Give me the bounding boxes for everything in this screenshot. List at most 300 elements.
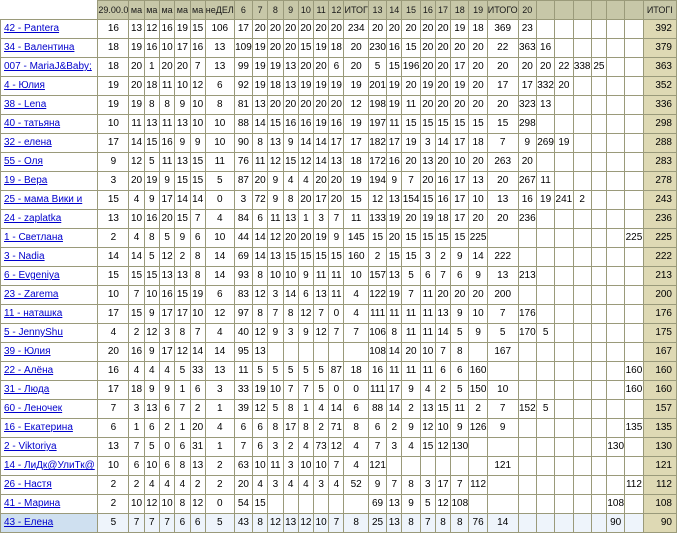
cell[interactable]: 7 <box>190 210 205 229</box>
cell[interactable]: 1 <box>205 438 234 457</box>
cell[interactable]: 3 <box>159 324 174 343</box>
table-row[interactable] <box>1 153 677 172</box>
cell[interactable]: 12 <box>268 153 283 172</box>
cell[interactable]: 16 <box>368 362 386 381</box>
cell[interactable] <box>518 229 536 248</box>
cell[interactable]: 17 <box>451 172 469 191</box>
cell[interactable]: 63 <box>234 457 252 476</box>
cell[interactable]: 15 <box>98 267 129 286</box>
cell[interactable]: 2 <box>129 476 144 495</box>
cell[interactable]: 5 <box>487 324 518 343</box>
cell[interactable]: 13 <box>536 96 554 115</box>
cell[interactable] <box>625 438 643 457</box>
cell[interactable]: 6 <box>98 419 129 438</box>
cell[interactable]: 3 <box>205 381 234 400</box>
cell[interactable]: 19 <box>329 77 344 96</box>
cell[interactable]: 84 <box>234 210 252 229</box>
cell[interactable]: 198 <box>368 96 386 115</box>
row-grand-total[interactable]: 167 <box>643 343 676 362</box>
cell[interactable]: 241 <box>555 191 573 210</box>
cell[interactable]: 133 <box>368 210 386 229</box>
cell[interactable]: 112 <box>469 476 487 495</box>
table-row[interactable] <box>1 324 677 343</box>
cell[interactable]: 5 <box>98 514 129 533</box>
cell[interactable]: 6 <box>205 77 234 96</box>
cell[interactable] <box>536 381 554 400</box>
table-row[interactable] <box>1 514 677 533</box>
cell[interactable]: 20 <box>159 210 174 229</box>
cell[interactable]: 11 <box>314 267 329 286</box>
cell[interactable] <box>625 210 643 229</box>
cell[interactable]: 6 <box>205 286 234 305</box>
cell[interactable]: 6 <box>190 514 205 533</box>
cell[interactable]: 11 <box>420 286 435 305</box>
cell[interactable]: 20 <box>298 96 313 115</box>
cell[interactable]: 4 <box>205 419 234 438</box>
cell[interactable] <box>536 495 554 514</box>
cell[interactable]: 3 <box>234 191 252 210</box>
column-header-c8[interactable]: 7 <box>253 1 268 20</box>
cell[interactable]: 10 <box>298 457 313 476</box>
cell[interactable] <box>591 324 606 343</box>
cell[interactable]: 2 <box>435 381 450 400</box>
cell[interactable] <box>607 134 625 153</box>
cell[interactable]: 16 <box>159 134 174 153</box>
cell[interactable]: 4 <box>344 286 368 305</box>
cell[interactable]: 14 <box>190 343 205 362</box>
cell[interactable]: 1 <box>298 210 313 229</box>
table-row[interactable] <box>1 343 677 362</box>
cell[interactable]: 19 <box>344 77 368 96</box>
cell[interactable] <box>573 172 591 191</box>
cell[interactable]: 8 <box>387 324 402 343</box>
cell[interactable]: 15 <box>283 153 298 172</box>
cell[interactable]: 15 <box>329 248 344 267</box>
row-grand-total[interactable]: 392 <box>643 20 676 39</box>
cell[interactable]: 369 <box>487 20 518 39</box>
cell[interactable]: 7 <box>487 305 518 324</box>
cell[interactable]: 9 <box>402 419 420 438</box>
cell[interactable] <box>314 343 329 362</box>
cell[interactable]: 15 <box>420 191 435 210</box>
cell[interactable]: 7 <box>234 438 252 457</box>
cell[interactable]: 11 <box>420 324 435 343</box>
cell[interactable]: 5 <box>159 229 174 248</box>
cell[interactable] <box>625 115 643 134</box>
cell[interactable]: 92 <box>234 77 252 96</box>
cell[interactable] <box>573 115 591 134</box>
table-row[interactable] <box>1 438 677 457</box>
cell[interactable] <box>607 248 625 267</box>
cell[interactable]: 14 <box>329 400 344 419</box>
cell[interactable] <box>625 286 643 305</box>
cell[interactable]: 81 <box>234 96 252 115</box>
cell[interactable]: 20 <box>435 77 450 96</box>
cell[interactable]: 363 <box>518 39 536 58</box>
cell[interactable]: 5 <box>298 362 313 381</box>
cell[interactable] <box>536 115 554 134</box>
cell[interactable]: 3 <box>283 457 298 476</box>
cell[interactable] <box>573 343 591 362</box>
cell[interactable]: 8 <box>268 419 283 438</box>
cell[interactable] <box>591 96 606 115</box>
cell[interactable]: 108 <box>368 343 386 362</box>
cell[interactable] <box>573 134 591 153</box>
table-row[interactable] <box>1 96 677 115</box>
row-label-link[interactable]: 41 - Марина <box>1 495 98 514</box>
cell[interactable]: 13 <box>175 267 190 286</box>
cell[interactable]: 90 <box>607 514 625 533</box>
cell[interactable]: 10 <box>190 96 205 115</box>
cell[interactable]: 9 <box>298 324 313 343</box>
cell[interactable] <box>487 362 518 381</box>
cell[interactable]: 7 <box>368 438 386 457</box>
cell[interactable]: 122 <box>368 286 386 305</box>
cell[interactable] <box>536 248 554 267</box>
cell[interactable]: 10 <box>205 229 234 248</box>
cell[interactable]: 9 <box>402 495 420 514</box>
cell[interactable]: 13 <box>387 514 402 533</box>
cell[interactable]: 17 <box>283 419 298 438</box>
cell[interactable]: 11 <box>159 77 174 96</box>
row-label-link[interactable]: 39 - Юлия <box>1 343 98 362</box>
cell[interactable] <box>625 39 643 58</box>
cell[interactable]: 15 <box>469 115 487 134</box>
cell[interactable]: 20 <box>402 153 420 172</box>
cell[interactable]: 20 <box>387 20 402 39</box>
table-row[interactable] <box>1 381 677 400</box>
cell[interactable]: 8 <box>451 514 469 533</box>
cell[interactable]: 10 <box>268 267 283 286</box>
cell[interactable]: 8 <box>144 229 159 248</box>
cell[interactable] <box>487 438 518 457</box>
cell[interactable] <box>573 438 591 457</box>
cell[interactable] <box>518 438 536 457</box>
cell[interactable]: 14 <box>387 343 402 362</box>
cell[interactable]: 7 <box>314 305 329 324</box>
cell[interactable]: 10 <box>469 305 487 324</box>
cell[interactable]: 11 <box>159 115 174 134</box>
row-label-link[interactable]: 16 - Екатерина <box>1 419 98 438</box>
cell[interactable] <box>607 286 625 305</box>
cell[interactable]: 7 <box>329 210 344 229</box>
table-row[interactable] <box>1 134 677 153</box>
cell[interactable]: 4 <box>402 438 420 457</box>
cell[interactable] <box>607 229 625 248</box>
cell[interactable]: 10 <box>268 381 283 400</box>
cell[interactable]: 15 <box>175 172 190 191</box>
cell[interactable] <box>555 343 573 362</box>
cell[interactable] <box>591 400 606 419</box>
cell[interactable]: 20 <box>518 58 536 77</box>
cell[interactable]: 17 <box>487 77 518 96</box>
cell[interactable]: 19 <box>144 172 159 191</box>
cell[interactable]: 19 <box>253 381 268 400</box>
cell[interactable]: 25 <box>368 514 386 533</box>
cell[interactable]: 10 <box>435 419 450 438</box>
column-header-c12[interactable]: 11 <box>314 1 329 20</box>
cell[interactable]: 10 <box>469 191 487 210</box>
cell[interactable] <box>536 153 554 172</box>
cell[interactable]: 9 <box>144 343 159 362</box>
cell[interactable]: 76 <box>469 514 487 533</box>
cell[interactable]: 323 <box>518 96 536 115</box>
row-label-link[interactable]: 60 - Леночек <box>1 400 98 419</box>
cell[interactable]: 0 <box>205 495 234 514</box>
row-grand-total[interactable]: 213 <box>643 267 676 286</box>
cell[interactable]: 20 <box>298 20 313 39</box>
cell[interactable] <box>625 20 643 39</box>
cell[interactable]: 15 <box>402 229 420 248</box>
cell[interactable]: 11 <box>253 153 268 172</box>
cell[interactable] <box>607 115 625 134</box>
column-header-c26[interactable] <box>573 1 591 20</box>
row-grand-total[interactable]: 336 <box>643 96 676 115</box>
cell[interactable]: 19 <box>298 77 313 96</box>
cell[interactable]: 8 <box>253 305 268 324</box>
column-header-c0[interactable]: 29.00.0 <box>98 1 129 20</box>
cell[interactable]: 22 <box>487 39 518 58</box>
cell[interactable]: 2 <box>190 476 205 495</box>
cell[interactable]: 12 <box>368 191 386 210</box>
cell[interactable]: 13 <box>205 39 234 58</box>
cell[interactable]: 8 <box>283 305 298 324</box>
cell[interactable]: 20 <box>298 191 313 210</box>
cell[interactable]: 17 <box>329 134 344 153</box>
cell[interactable] <box>536 476 554 495</box>
cell[interactable]: 22 <box>555 58 573 77</box>
cell[interactable]: 17 <box>159 305 174 324</box>
cell[interactable]: 106 <box>368 324 386 343</box>
cell[interactable] <box>573 476 591 495</box>
cell[interactable]: 111 <box>368 381 386 400</box>
cell[interactable]: 7 <box>487 134 518 153</box>
row-grand-total[interactable]: 225 <box>643 229 676 248</box>
cell[interactable]: 19 <box>387 210 402 229</box>
cell[interactable]: 2 <box>469 400 487 419</box>
cell[interactable]: 15 <box>344 191 368 210</box>
cell[interactable]: 7 <box>329 457 344 476</box>
cell[interactable]: 4 <box>205 210 234 229</box>
cell[interactable] <box>536 210 554 229</box>
cell[interactable]: 1 <box>175 381 190 400</box>
table-row[interactable] <box>1 305 677 324</box>
cell[interactable]: 298 <box>518 115 536 134</box>
cell[interactable]: 170 <box>518 324 536 343</box>
table-row[interactable] <box>1 229 677 248</box>
cell[interactable]: 4 <box>129 362 144 381</box>
cell[interactable]: 20 <box>387 229 402 248</box>
row-grand-total[interactable]: 112 <box>643 476 676 495</box>
cell[interactable] <box>607 324 625 343</box>
cell[interactable]: 93 <box>234 267 252 286</box>
cell[interactable] <box>607 267 625 286</box>
cell[interactable]: 20 <box>420 172 435 191</box>
cell[interactable] <box>607 381 625 400</box>
cell[interactable]: 20 <box>314 20 329 39</box>
cell[interactable]: 13 <box>268 134 283 153</box>
cell[interactable] <box>607 77 625 96</box>
cell[interactable]: 12 <box>159 248 174 267</box>
cell[interactable]: 12 <box>144 495 159 514</box>
table-row[interactable] <box>1 267 677 286</box>
cell[interactable]: 8 <box>402 476 420 495</box>
cell[interactable]: 20 <box>451 286 469 305</box>
cell[interactable]: 8 <box>190 248 205 267</box>
cell[interactable] <box>591 362 606 381</box>
cell[interactable]: 11 <box>268 457 283 476</box>
cell[interactable] <box>591 77 606 96</box>
cell[interactable] <box>387 457 402 476</box>
cell[interactable]: 15 <box>435 400 450 419</box>
cell[interactable]: 14 <box>487 514 518 533</box>
cell[interactable]: 20 <box>234 476 252 495</box>
cell[interactable]: 1 <box>175 419 190 438</box>
cell[interactable]: 4 <box>283 476 298 495</box>
cell[interactable]: 20 <box>368 20 386 39</box>
cell[interactable]: 10 <box>314 514 329 533</box>
cell[interactable]: 15 <box>435 115 450 134</box>
cell[interactable]: 20 <box>469 153 487 172</box>
cell[interactable]: 16 <box>129 343 144 362</box>
cell[interactable]: 20 <box>420 58 435 77</box>
cell[interactable] <box>518 286 536 305</box>
cell[interactable]: 17 <box>451 210 469 229</box>
cell[interactable] <box>555 153 573 172</box>
cell[interactable]: 19 <box>420 77 435 96</box>
cell[interactable]: 16 <box>536 39 554 58</box>
cell[interactable]: 6 <box>344 400 368 419</box>
cell[interactable]: 11 <box>329 267 344 286</box>
cell[interactable]: 7 <box>402 172 420 191</box>
cell[interactable] <box>555 514 573 533</box>
cell[interactable]: 7 <box>487 400 518 419</box>
cell[interactable] <box>625 191 643 210</box>
cell[interactable]: 15 <box>420 438 435 457</box>
cell[interactable]: 2 <box>129 324 144 343</box>
cell[interactable]: 16 <box>435 172 450 191</box>
cell[interactable]: 19 <box>402 134 420 153</box>
cell[interactable] <box>591 476 606 495</box>
cell[interactable]: 20 <box>129 58 144 77</box>
cell[interactable]: 14 <box>435 134 450 153</box>
cell[interactable]: 25 <box>591 58 606 77</box>
cell[interactable]: 5 <box>205 172 234 191</box>
cell[interactable]: 15 <box>420 229 435 248</box>
cell[interactable]: 15 <box>402 39 420 58</box>
row-label-link[interactable]: 14 - ЛиДк@УлиТк@ <box>1 457 98 476</box>
cell[interactable]: 135 <box>625 419 643 438</box>
cell[interactable]: 15 <box>129 267 144 286</box>
cell[interactable]: 154 <box>402 191 420 210</box>
cell[interactable] <box>573 362 591 381</box>
cell[interactable]: 8 <box>283 191 298 210</box>
cell[interactable]: 5 <box>144 153 159 172</box>
cell[interactable] <box>625 305 643 324</box>
row-label-link[interactable]: 42 - Pantera <box>1 20 98 39</box>
row-label-link[interactable]: 38 - Lena <box>1 96 98 115</box>
cell[interactable]: 6 <box>451 267 469 286</box>
cell[interactable]: 14 <box>205 248 234 267</box>
table-row[interactable] <box>1 400 677 419</box>
cell[interactable]: 7 <box>129 286 144 305</box>
cell[interactable]: 2 <box>159 419 174 438</box>
cell[interactable]: 12 <box>253 286 268 305</box>
cell[interactable]: 14 <box>190 191 205 210</box>
cell[interactable]: 11 <box>159 153 174 172</box>
cell[interactable] <box>573 286 591 305</box>
cell[interactable]: 18 <box>344 362 368 381</box>
cell[interactable] <box>555 286 573 305</box>
cell[interactable]: 76 <box>234 153 252 172</box>
cell[interactable] <box>573 96 591 115</box>
cell[interactable]: 7 <box>190 58 205 77</box>
cell[interactable]: 5 <box>268 362 283 381</box>
cell[interactable]: 20 <box>129 172 144 191</box>
cell[interactable]: 14 <box>98 248 129 267</box>
cell[interactable] <box>591 172 606 191</box>
cell[interactable] <box>607 457 625 476</box>
cell[interactable]: 6 <box>234 419 252 438</box>
cell[interactable]: 14 <box>314 153 329 172</box>
cell[interactable] <box>518 419 536 438</box>
cell[interactable]: 9 <box>175 134 190 153</box>
row-label-link[interactable]: 11 - наташка <box>1 305 98 324</box>
cell[interactable]: 16 <box>298 115 313 134</box>
cell[interactable]: 7 <box>451 476 469 495</box>
cell[interactable]: 33 <box>234 381 252 400</box>
cell[interactable]: 13 <box>144 115 159 134</box>
cell[interactable]: 2 <box>387 419 402 438</box>
cell[interactable]: 13 <box>420 400 435 419</box>
cell[interactable]: 126 <box>469 419 487 438</box>
cell[interactable]: 20 <box>329 191 344 210</box>
cell[interactable] <box>591 305 606 324</box>
cell[interactable]: 338 <box>573 58 591 77</box>
row-label-link[interactable]: 32 - елена <box>1 134 98 153</box>
cell[interactable]: 88 <box>234 115 252 134</box>
cell[interactable]: 10 <box>175 77 190 96</box>
cell[interactable] <box>573 381 591 400</box>
cell[interactable]: 19 <box>314 115 329 134</box>
table-row[interactable] <box>1 20 677 39</box>
row-grand-total[interactable]: 379 <box>643 39 676 58</box>
cell[interactable]: 15 <box>420 115 435 134</box>
cell[interactable]: 14 <box>205 267 234 286</box>
cell[interactable]: 4 <box>298 172 313 191</box>
cell[interactable]: 97 <box>234 305 252 324</box>
cell[interactable]: 11 <box>268 210 283 229</box>
cell[interactable]: 6 <box>144 419 159 438</box>
cell[interactable]: 12 <box>253 400 268 419</box>
cell[interactable] <box>420 457 435 476</box>
cell[interactable]: 16 <box>98 362 129 381</box>
cell[interactable]: 20 <box>420 39 435 58</box>
row-label-link[interactable]: 23 - Zarema <box>1 286 98 305</box>
cell[interactable] <box>573 229 591 248</box>
cell[interactable]: 16 <box>144 210 159 229</box>
row-label-link[interactable]: 1 - Светлана <box>1 229 98 248</box>
cell[interactable]: 3 <box>98 172 129 191</box>
row-label-link[interactable]: 31 - Люда <box>1 381 98 400</box>
cell[interactable]: 19 <box>344 115 368 134</box>
cell[interactable] <box>607 20 625 39</box>
cell[interactable] <box>298 495 313 514</box>
cell[interactable]: 3 <box>420 476 435 495</box>
cell[interactable]: 10 <box>129 210 144 229</box>
cell[interactable]: 11 <box>344 210 368 229</box>
cell[interactable]: 0 <box>205 191 234 210</box>
